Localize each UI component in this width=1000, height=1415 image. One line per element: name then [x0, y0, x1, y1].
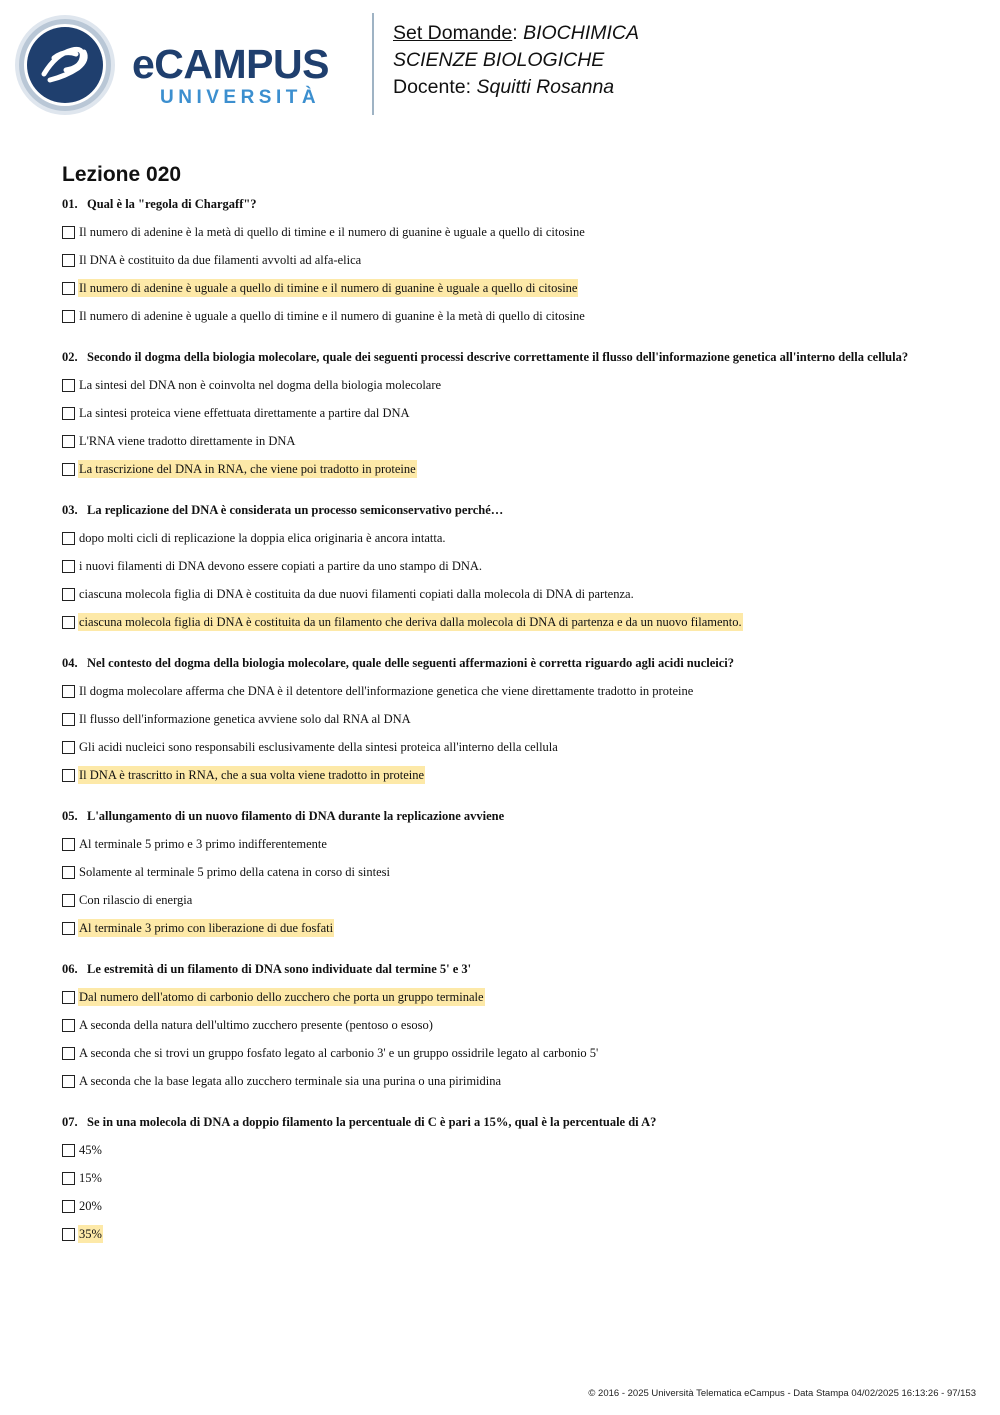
answer-checkbox[interactable]	[62, 282, 75, 295]
answer-option[interactable]	[62, 1220, 962, 1248]
answer-text: L'RNA viene tradotto direttamente in DNA	[79, 434, 296, 448]
answer-checkbox[interactable]	[62, 226, 75, 239]
answer-text: La trascrizione del DNA in RNA, che viene poi tradotto in proteine	[79, 462, 416, 476]
answer-checkbox[interactable]	[62, 741, 75, 754]
answer-text: Al terminale 3 primo con liberazione di due fosfati	[79, 921, 334, 935]
answer-checkbox[interactable]	[62, 769, 75, 782]
answer-option[interactable]	[62, 1192, 962, 1220]
answer-text: ciascuna molecola figlia di DNA è costituita da un filamento che deriva dalla molecola di DNA di partenza e da un nuovo filamento.	[79, 615, 742, 629]
answer-checkbox[interactable]	[62, 991, 75, 1004]
set-line: Set Domande: BIOCHIMICA	[393, 22, 640, 44]
answer-option[interactable]	[62, 1067, 962, 1095]
question-number: 02.	[62, 350, 78, 364]
answer-text: 45%	[79, 1143, 102, 1157]
header-divider	[372, 13, 374, 115]
question-label: Se in una molecola di DNA a doppio filamento la percentuale di C è pari a 15%, qual è la percentuale di A?	[87, 1115, 657, 1129]
question-number: 04.	[62, 656, 78, 670]
question-number: 05.	[62, 809, 78, 823]
ecampus-emblem-icon	[14, 14, 116, 116]
answer-checkbox[interactable]	[62, 254, 75, 267]
answer-option[interactable]	[62, 552, 962, 580]
question-block	[62, 191, 962, 330]
question-label: Nel contesto del dogma della biologia molecolare, quale delle seguenti affermazioni è corretta riguardo agli acidi nucleici?	[87, 656, 735, 670]
question-number: 06.	[62, 962, 78, 976]
answer-text: Il dogma molecolare afferma che DNA è il detentore dell'informazione genetica che viene direttamente tradotto in proteine	[79, 684, 694, 698]
answer-text: i nuovi filamenti di DNA devono essere copiati a partire da uno stampo di DNA.	[79, 559, 483, 573]
answer-option[interactable]	[62, 371, 962, 399]
answer-text: Dal numero dell'atomo di carbonio dello zucchero che porta un gruppo terminale	[79, 990, 484, 1004]
answer-checkbox[interactable]	[62, 866, 75, 879]
answer-checkbox[interactable]	[62, 463, 75, 476]
answer-text: Gli acidi nucleici sono responsabili esclusivamente della sintesi proteica all'interno della cellula	[79, 740, 558, 754]
question-text	[62, 497, 962, 524]
answer-option[interactable]	[62, 858, 962, 886]
answer-text: Il numero di adenine è uguale a quello di timine e il numero di guanine è uguale a quello di citosine	[79, 281, 578, 295]
answer-text: A seconda che si trovi un gruppo fosfato legato al carbonio 3' e un gruppo ossidrile legato al carbonio 5'	[79, 1046, 599, 1060]
lesson-title: Lezione 020	[62, 163, 182, 186]
answer-text: 20%	[79, 1199, 102, 1213]
question-label: Secondo il dogma della biologia molecolare, quale dei seguenti processi descrive correttamente il flusso dell'informazione genetica all'interno della cellula?	[87, 350, 909, 364]
answer-checkbox[interactable]	[62, 588, 75, 601]
question-block	[62, 956, 962, 1095]
answer-checkbox[interactable]	[62, 1172, 75, 1185]
answer-option[interactable]	[62, 830, 962, 858]
question-block	[62, 650, 962, 789]
answer-checkbox[interactable]	[62, 685, 75, 698]
answer-checkbox[interactable]	[62, 616, 75, 629]
page-header	[0, 0, 1000, 130]
set-label: Set Domande	[393, 22, 513, 44]
question-label: L'allungamento di un nuovo filamento di DNA durante la replicazione avviene	[87, 809, 505, 823]
answer-option[interactable]	[62, 524, 962, 552]
ecampus-logo	[132, 40, 356, 114]
answer-option[interactable]	[62, 274, 962, 302]
question-number: 01.	[62, 197, 78, 211]
answer-text: A seconda che la base legata allo zucchero terminale sia una purina o una pirimidina	[79, 1074, 502, 1088]
answer-checkbox[interactable]	[62, 532, 75, 545]
answer-checkbox[interactable]	[62, 1075, 75, 1088]
answer-text: La sintesi del DNA non è coinvolta nel dogma della biologia molecolare	[79, 378, 442, 392]
answer-checkbox[interactable]	[62, 894, 75, 907]
answer-text: Il numero di adenine è uguale a quello di timine e il numero di guanine è la metà di quello di citosine	[79, 309, 585, 323]
answer-checkbox[interactable]	[62, 379, 75, 392]
question-text	[62, 803, 962, 830]
question-block	[62, 344, 962, 483]
answer-option[interactable]	[62, 246, 962, 274]
answer-text: 35%	[79, 1227, 102, 1241]
answer-option[interactable]	[62, 218, 962, 246]
teacher-name: Squitti Rosanna	[476, 76, 615, 98]
answer-option[interactable]	[62, 761, 962, 789]
question-text	[62, 1109, 962, 1136]
question-block	[62, 1109, 962, 1248]
question-text	[62, 650, 962, 677]
answer-text: dopo molti cicli di replicazione la doppia elica originaria è ancora intatta.	[79, 531, 446, 545]
answer-option[interactable]	[62, 427, 962, 455]
answer-option[interactable]	[62, 399, 962, 427]
answer-text: Solamente al terminale 5 primo della catena in corso di sintesi	[79, 865, 391, 879]
answer-text: Al terminale 5 primo e 3 primo indifferentemente	[79, 837, 327, 851]
answer-option[interactable]	[62, 1011, 962, 1039]
answer-option[interactable]	[62, 608, 962, 636]
answer-option[interactable]	[62, 1164, 962, 1192]
answer-checkbox[interactable]	[62, 1144, 75, 1157]
logo-main-text: eCAMPUS	[132, 41, 329, 87]
answer-option[interactable]	[62, 677, 962, 705]
answer-checkbox[interactable]	[62, 1228, 75, 1241]
answer-text: A seconda della natura dell'ultimo zucchero presente (pentoso o esoso)	[79, 1018, 433, 1032]
answer-checkbox[interactable]	[62, 435, 75, 448]
question-block	[62, 497, 962, 636]
answer-checkbox[interactable]	[62, 838, 75, 851]
answer-option[interactable]	[62, 914, 962, 942]
set-subject: BIOCHIMICA	[523, 22, 640, 44]
answer-option[interactable]	[62, 455, 962, 483]
answer-checkbox[interactable]	[62, 407, 75, 420]
answer-text: Il DNA è trascritto in RNA, che a sua volta viene tradotto in proteine	[79, 768, 425, 782]
answer-text: Il flusso dell'informazione genetica avviene solo dal RNA al DNA	[79, 712, 411, 726]
answer-option[interactable]	[62, 886, 962, 914]
course-line	[393, 47, 639, 74]
question-number: 07.	[62, 1115, 78, 1129]
answer-checkbox[interactable]	[62, 1200, 75, 1213]
question-block	[62, 803, 962, 942]
answer-option[interactable]	[62, 580, 962, 608]
question-text	[62, 191, 962, 218]
answer-option[interactable]	[62, 302, 962, 330]
answer-text: ciascuna molecola figlia di DNA è costituita da due nuovi filamenti copiati dalla molecola di DNA di partenza.	[79, 587, 634, 601]
question-text	[62, 956, 962, 983]
page-footer: © 2016 - 2025 Università Telematica eCampus - Data Stampa 04/02/2025 16:13:26 - 97/153	[588, 1388, 976, 1399]
answer-option[interactable]	[62, 705, 962, 733]
answer-checkbox[interactable]	[62, 1047, 75, 1060]
teacher-label: Docente	[393, 76, 466, 98]
course-name: SCIENZE BIOLOGICHE	[393, 49, 605, 71]
answer-checkbox[interactable]	[62, 1019, 75, 1032]
answer-option[interactable]	[62, 983, 962, 1011]
answer-text: La sintesi proteica viene effettuata direttamente a partire dal DNA	[79, 406, 410, 420]
answer-text: Il numero di adenine è la metà di quello di timine e il numero di guanine è uguale a quello di citosine	[79, 225, 585, 239]
question-label: La replicazione del DNA è considerata un processo semiconservativo perché…	[87, 503, 504, 517]
answer-text: 15%	[79, 1171, 102, 1185]
teacher-line: Docente: Squitti Rosanna	[393, 76, 615, 98]
set-info	[393, 20, 639, 101]
answer-text: Con rilascio di energia	[79, 893, 193, 907]
question-label: Le estremità di un filamento di DNA sono individuate dal termine 5' e 3'	[87, 962, 472, 976]
question-label: Qual è la "regola di Chargaff"?	[87, 197, 257, 211]
answer-option[interactable]	[62, 1039, 962, 1067]
logo-sub-text: UNIVERSITÀ	[160, 87, 321, 108]
answer-checkbox[interactable]	[62, 922, 75, 935]
question-number: 03.	[62, 503, 78, 517]
answer-checkbox[interactable]	[62, 560, 75, 573]
answer-option[interactable]	[62, 1136, 962, 1164]
answer-checkbox[interactable]	[62, 713, 75, 726]
question-text	[62, 344, 962, 371]
answer-checkbox[interactable]	[62, 310, 75, 323]
answer-option[interactable]	[62, 733, 962, 761]
answer-text: Il DNA è costituito da due filamenti avvolti ad alfa-elica	[79, 253, 362, 267]
questions-list	[62, 191, 962, 1262]
